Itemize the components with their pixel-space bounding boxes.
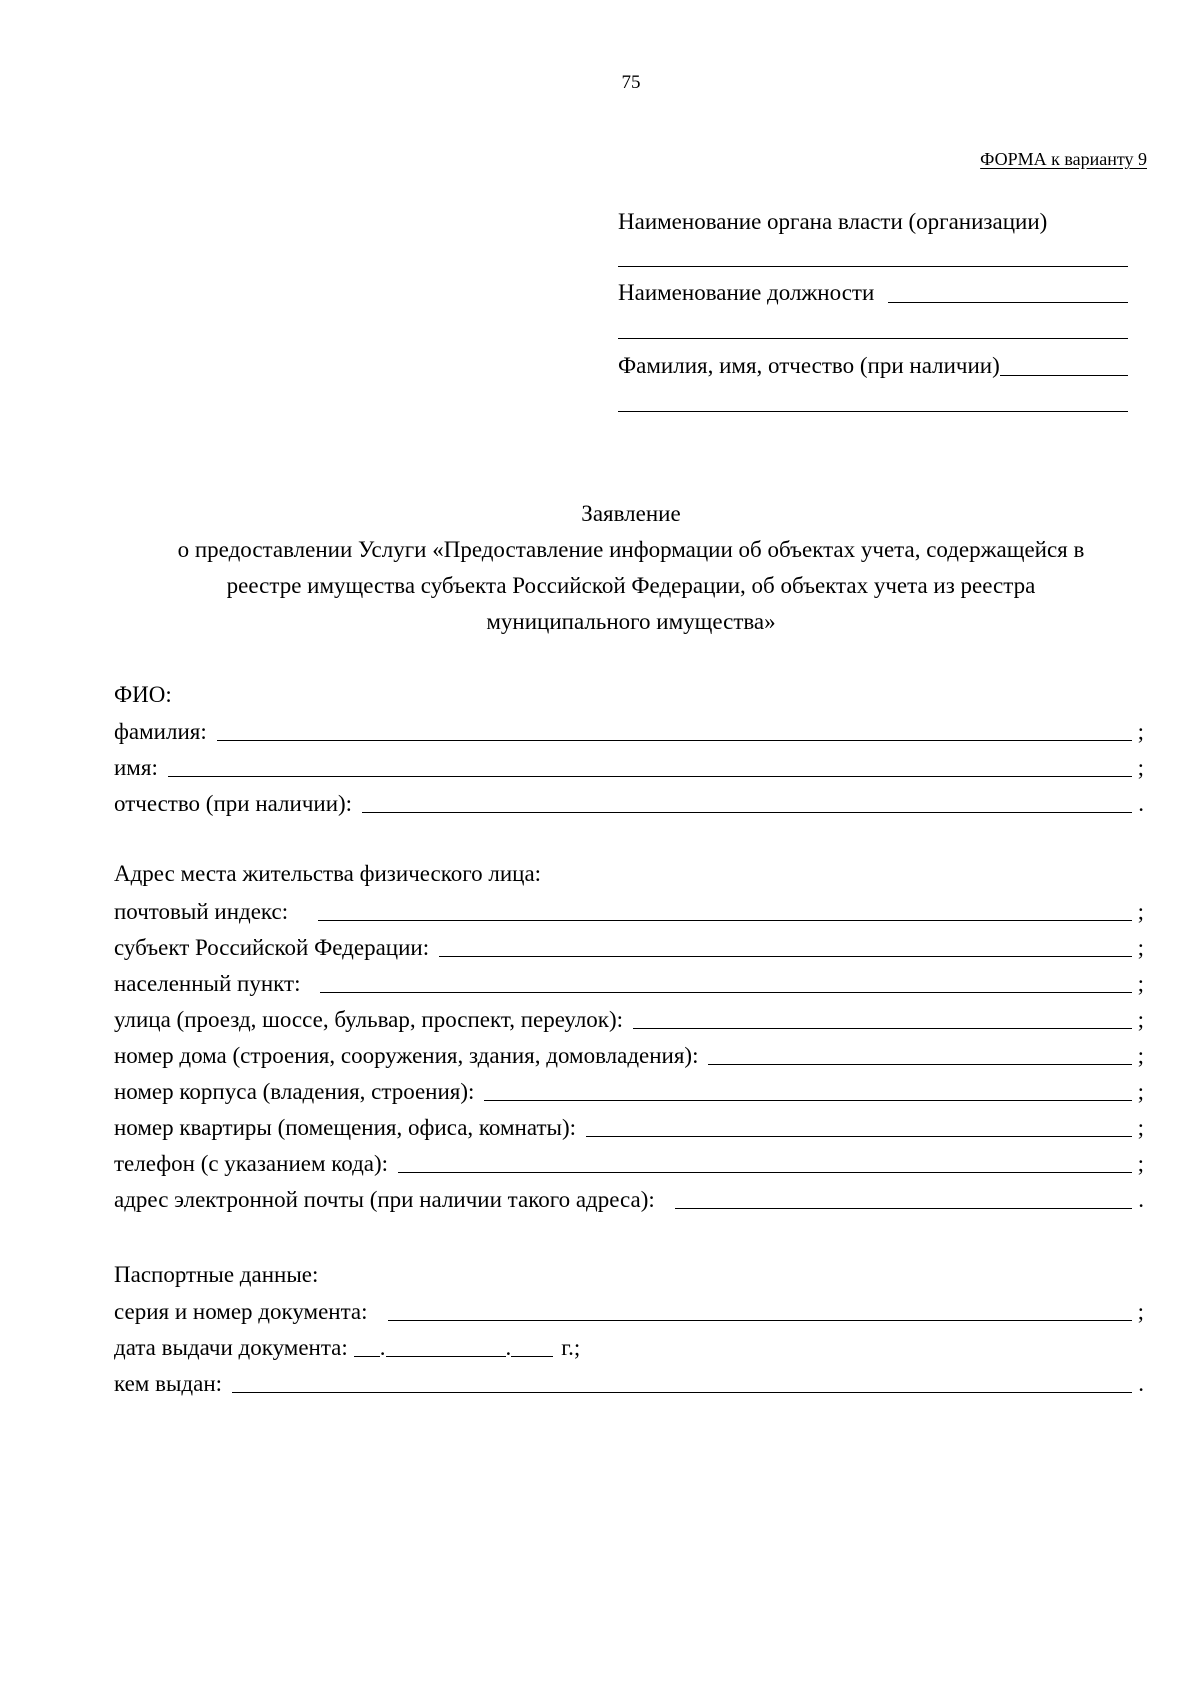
title-heading: Заявление bbox=[581, 501, 681, 526]
patronymic-row bbox=[114, 787, 1144, 817]
apartment-input[interactable] bbox=[586, 1114, 1132, 1137]
fio-heading: ФИО: bbox=[114, 682, 172, 707]
street-input[interactable] bbox=[633, 1006, 1132, 1029]
postal-code-label: почтовый индекс: bbox=[114, 899, 289, 924]
name-label: имя: bbox=[114, 755, 158, 780]
locality-row bbox=[114, 967, 1144, 997]
passport-heading: Паспортные данные: bbox=[114, 1262, 319, 1287]
locality-label: населенный пункт: bbox=[114, 971, 301, 996]
email-row bbox=[114, 1183, 1144, 1213]
apartment-row bbox=[114, 1111, 1144, 1141]
street-label: улица (проезд, шоссе, бульвар, проспект, переулок): bbox=[114, 1007, 624, 1032]
passport-number-end: ; bbox=[1137, 1299, 1144, 1324]
fullname-extra-line[interactable] bbox=[618, 411, 1128, 412]
phone-end: ; bbox=[1137, 1151, 1144, 1176]
fullname-label: Фамилия, имя, отчество (при наличии) bbox=[618, 353, 1000, 378]
building-label: номер корпуса (владения, строения): bbox=[114, 1079, 475, 1104]
surname-label: фамилия: bbox=[114, 719, 207, 744]
issue-day-input[interactable] bbox=[354, 1334, 380, 1357]
region-end: ; bbox=[1137, 935, 1144, 960]
street-end: ; bbox=[1137, 1007, 1144, 1032]
fullname-input-line[interactable] bbox=[1000, 375, 1128, 376]
issued-by-input[interactable] bbox=[232, 1370, 1132, 1393]
postal-code-input[interactable] bbox=[318, 898, 1131, 921]
issue-date-sep2: . bbox=[505, 1335, 512, 1360]
house-input[interactable] bbox=[708, 1042, 1131, 1065]
postal-code-end: ; bbox=[1137, 899, 1144, 924]
position-row bbox=[618, 280, 1128, 306]
form-label: ФОРМА к варианту 9 bbox=[980, 149, 1147, 169]
issue-date-row bbox=[114, 1331, 580, 1361]
surname-input[interactable] bbox=[217, 718, 1132, 741]
issued-by-row bbox=[114, 1367, 1144, 1397]
name-row bbox=[114, 751, 1144, 781]
authority-input-line[interactable] bbox=[618, 266, 1128, 267]
building-row bbox=[114, 1075, 1144, 1105]
phone-row bbox=[114, 1147, 1144, 1177]
patronymic-end: . bbox=[1138, 791, 1144, 816]
apartment-end: ; bbox=[1137, 1115, 1144, 1140]
email-input[interactable] bbox=[675, 1186, 1132, 1209]
issued-by-label: кем выдан: bbox=[114, 1371, 223, 1396]
passport-number-row bbox=[114, 1295, 1144, 1325]
house-label: номер дома (строения, сооружения, здания, домовладения): bbox=[114, 1043, 699, 1068]
position-input-line[interactable] bbox=[888, 302, 1128, 303]
locality-input[interactable] bbox=[320, 970, 1131, 993]
issue-date-sep1: . bbox=[379, 1335, 386, 1360]
position-label: Наименование должности bbox=[618, 280, 875, 305]
building-input[interactable] bbox=[484, 1078, 1131, 1101]
title-line-1: о предоставлении Услуги «Предоставление информации об объектах учета, содержащейся в bbox=[177, 537, 1085, 562]
document-title bbox=[120, 496, 1142, 640]
region-input[interactable] bbox=[439, 934, 1131, 957]
authority-label: Наименование органа власти (организации) bbox=[618, 209, 1048, 234]
issued-by-end: . bbox=[1138, 1371, 1144, 1396]
street-row bbox=[114, 1003, 1144, 1033]
email-end: . bbox=[1138, 1187, 1144, 1212]
patronymic-input[interactable] bbox=[362, 790, 1132, 813]
house-row bbox=[114, 1039, 1144, 1069]
surname-row bbox=[114, 715, 1144, 745]
region-row bbox=[114, 931, 1144, 961]
page-number: 75 bbox=[621, 72, 641, 93]
locality-end: ; bbox=[1137, 971, 1144, 996]
postal-code-row bbox=[114, 895, 1144, 925]
name-end: ; bbox=[1137, 755, 1144, 780]
position-extra-line[interactable] bbox=[618, 338, 1128, 339]
phone-label: телефон (с указанием кода): bbox=[114, 1151, 389, 1176]
passport-number-input[interactable] bbox=[388, 1298, 1132, 1321]
phone-input[interactable] bbox=[398, 1150, 1132, 1173]
issue-month-input[interactable] bbox=[386, 1334, 506, 1357]
apartment-label: номер квартиры (помещения, офиса, комнаты): bbox=[114, 1115, 576, 1140]
house-end: ; bbox=[1137, 1043, 1144, 1068]
building-end: ; bbox=[1137, 1079, 1144, 1104]
name-input[interactable] bbox=[168, 754, 1132, 777]
issue-date-label: дата выдачи документа: bbox=[114, 1335, 348, 1360]
email-label: адрес электронной почты (при наличии такого адреса): bbox=[114, 1187, 655, 1212]
title-line-2: реестре имущества субъекта Российской Федерации, об объектах учета из реестра bbox=[226, 573, 1036, 598]
patronymic-label: отчество (при наличии): bbox=[114, 791, 353, 816]
issue-year-input[interactable] bbox=[511, 1334, 553, 1357]
title-line-3: муниципального имущества» bbox=[486, 609, 776, 634]
fullname-row bbox=[618, 353, 1128, 379]
address-heading: Адрес места жительства физического лица: bbox=[114, 861, 542, 886]
issue-date-suffix: г.; bbox=[561, 1335, 581, 1360]
passport-number-label: серия и номер документа: bbox=[114, 1299, 368, 1324]
region-label: субъект Российской Федерации: bbox=[114, 935, 430, 960]
surname-end: ; bbox=[1137, 719, 1144, 744]
